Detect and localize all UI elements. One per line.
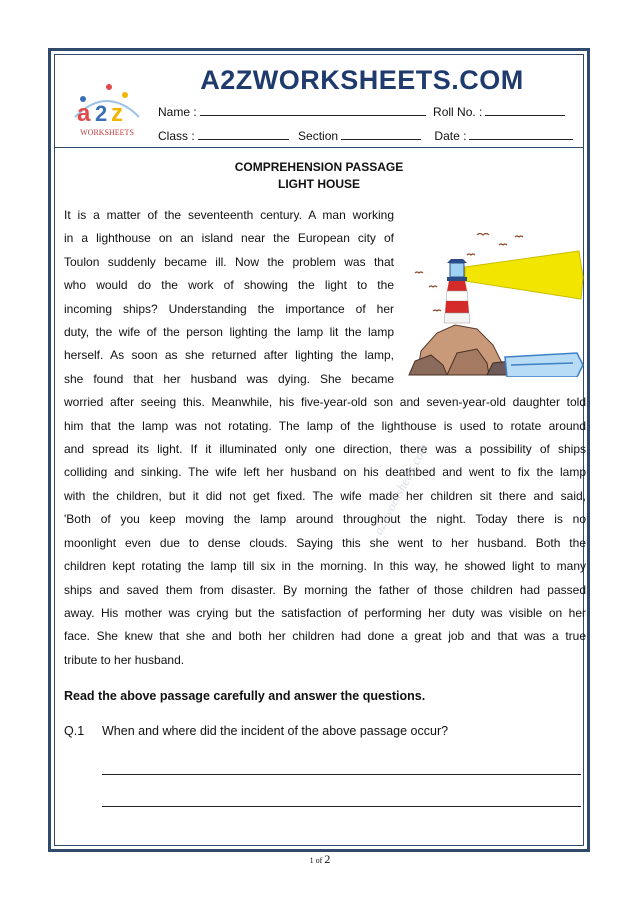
passage-heading: COMPREHENSION PASSAGE	[234, 160, 404, 174]
passage-line: him that the lamp was not rotating. The lamp of the lighthouse is used to rotate around	[64, 418, 586, 433]
answer-line-2[interactable]	[102, 806, 581, 807]
site-title: A2ZWORKSHEETS.COM	[200, 65, 524, 95]
page-current: 1 of	[309, 856, 323, 865]
passage-line: tribute to her husband.	[64, 652, 185, 667]
instructions: Read the above passage carefully and answer the questions.	[64, 689, 426, 703]
passage-line: moonlight even due to dense clouds. Saying this she went to her husband. Both the	[64, 535, 586, 550]
passage-line: incoming ships? Understanding the importance of her	[64, 301, 394, 316]
passage-line: colliding and sinking. The wife left her husband on his deathbed and went to fix the lamp	[64, 465, 586, 480]
passage-line: who would do the work of showing the light to the	[64, 278, 394, 293]
date-label: Date :	[434, 129, 467, 143]
passage-line: herself. As soon as she returned after lighting the lamp,	[64, 348, 394, 363]
passage-line: It is a matter of the seventeenth century. A man working	[64, 208, 394, 222]
svg-text:2: 2	[95, 101, 108, 126]
section-field[interactable]	[341, 127, 421, 140]
class-field[interactable]	[198, 127, 289, 140]
passage-line: worried after seeing this. Meanwhile, his five-year-old son and seven-year-old daughter told	[64, 395, 586, 410]
class-row	[158, 127, 573, 143]
svg-text:a: a	[77, 100, 91, 127]
passage-subheading: LIGHT HOUSE	[277, 177, 360, 191]
passage-line: Toulon suddenly became ill. Now the problem was that	[64, 254, 394, 269]
passage-line: 'Both of you keep moving the lamp around throughout the night. Today there is no	[64, 512, 586, 527]
section-label: Section	[298, 129, 339, 143]
date-field[interactable]	[469, 127, 573, 140]
passage-line: duty, the wife of the person lighting the lamp lit the lamp	[64, 325, 394, 340]
question-1	[64, 724, 448, 738]
passage-line: in a lighthouse on an island near the European city of	[64, 231, 394, 246]
passage-wide-block	[64, 391, 586, 672]
passage-body	[64, 204, 586, 672]
answer-line-1[interactable]	[102, 774, 581, 775]
name-row	[158, 103, 565, 119]
header-divider	[55, 147, 583, 148]
passage-line: ships and saved them from disaster. By morning the father of those children had passed	[64, 582, 586, 597]
name-label: Name :	[158, 105, 197, 119]
logo-text: WORKSHEETS	[80, 128, 134, 137]
passage-line: she found that her husband was dying. She became	[64, 371, 394, 386]
page-number	[0, 852, 640, 867]
question-number: Q.1	[64, 724, 85, 738]
passage-line: with the children, but it did not get fixed. The wife made her children sit there and said,	[64, 488, 586, 503]
page-total: 2	[324, 852, 331, 866]
roll-label: Roll No. :	[433, 105, 483, 119]
class-label: Class :	[158, 129, 195, 143]
svg-text:z: z	[111, 100, 123, 127]
passage-line: face. She knew that she and both her children had done a great job and that was a true	[64, 629, 586, 644]
roll-field[interactable]	[485, 103, 565, 116]
name-field[interactable]	[200, 103, 426, 116]
watermark: a2zworksheets.com	[370, 440, 431, 537]
passage-line: children kept rotating the lamp till six in the morning. In this way, he showed light to many	[64, 559, 586, 574]
worksheet-inner-border	[54, 54, 584, 846]
passage-narrow-block	[64, 204, 394, 391]
worksheet-frame	[48, 48, 590, 852]
passage-line: and spread its light. If it illuminated only one direction, there was a possibility of ships	[64, 442, 586, 457]
passage-line: away. His mother was crying but the satisfaction of performing her duty was visible on her	[64, 605, 586, 620]
question-text: When and where did the incident of the above passage occur?	[102, 724, 449, 738]
